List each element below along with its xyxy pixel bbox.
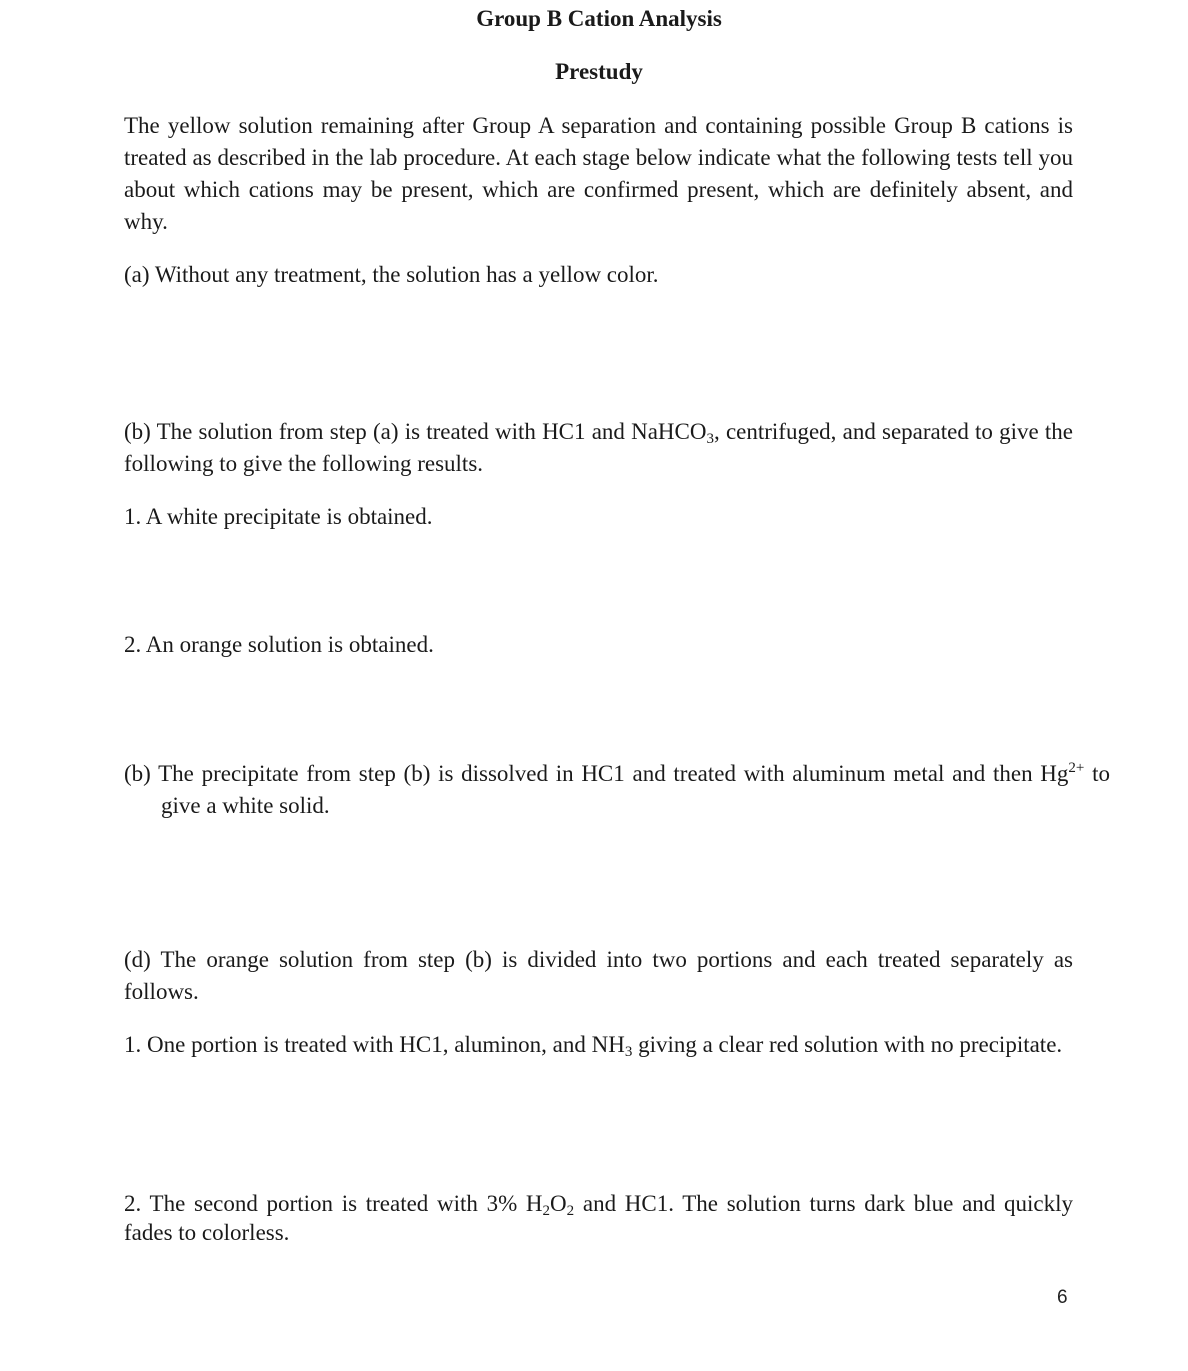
question-d-item-1 bbox=[124, 1028, 1073, 1062]
question-b bbox=[124, 416, 1073, 480]
question-d2-subscript-1: 2 bbox=[542, 1203, 551, 1219]
question-d2-text-3: and HC1. The solution turns dark blue and quickly fades to colorless. bbox=[124, 1191, 1073, 1245]
page-subtitle: Prestudy bbox=[555, 59, 643, 84]
question-b-text-2: , centrifuged, and separated to give the following to give the following results. bbox=[124, 419, 1073, 476]
question-c-text-1: (b) The precipitate from step (b) is dissolved in HC1 and treated with aluminum metal and then Hg bbox=[124, 761, 1069, 786]
question-d-item-2 bbox=[124, 1189, 1073, 1247]
question-d1-text-1: 1. One portion is treated with HC1, aluminon, and NH bbox=[124, 1032, 625, 1057]
page-number: 6 bbox=[1057, 1287, 1068, 1308]
question-c bbox=[124, 758, 1110, 822]
question-d2-subscript-2: 2 bbox=[566, 1203, 575, 1219]
question-d2-text-1: 2. The second portion is treated with 3% H bbox=[124, 1191, 543, 1216]
question-c-text-2: to give a white solid. bbox=[161, 761, 1110, 818]
page-title: Group B Cation Analysis bbox=[476, 6, 722, 31]
question-b-subscript: 3 bbox=[706, 431, 714, 447]
question-d2-text-2: O bbox=[550, 1191, 567, 1216]
question-d: (d) The orange solution from step (b) is divided into two portions and each treated separately as follows. bbox=[124, 947, 1073, 1004]
question-b-text-1: (b) The solution from step (a) is treated with HC1 and NaHCO bbox=[124, 419, 707, 444]
question-c-superscript: 2+ bbox=[1068, 760, 1085, 776]
question-a: (a) Without any treatment, the solution has a yellow color. bbox=[124, 262, 659, 287]
intro-paragraph: The yellow solution remaining after Group A separation and containing possible Group B cations is treated as described in the lab procedure. At each stage below indicate what the following tests tell you about which cations may be present, which are confirmed present, which are definitely absent, and why. bbox=[124, 113, 1073, 234]
question-d1-text-2: giving a clear red solution with no precipitate. bbox=[632, 1032, 1063, 1057]
question-b-item-2: 2. An orange solution is obtained. bbox=[124, 632, 434, 657]
question-b-item-1: 1. A white precipitate is obtained. bbox=[124, 504, 433, 529]
question-d1-subscript: 3 bbox=[624, 1044, 633, 1060]
